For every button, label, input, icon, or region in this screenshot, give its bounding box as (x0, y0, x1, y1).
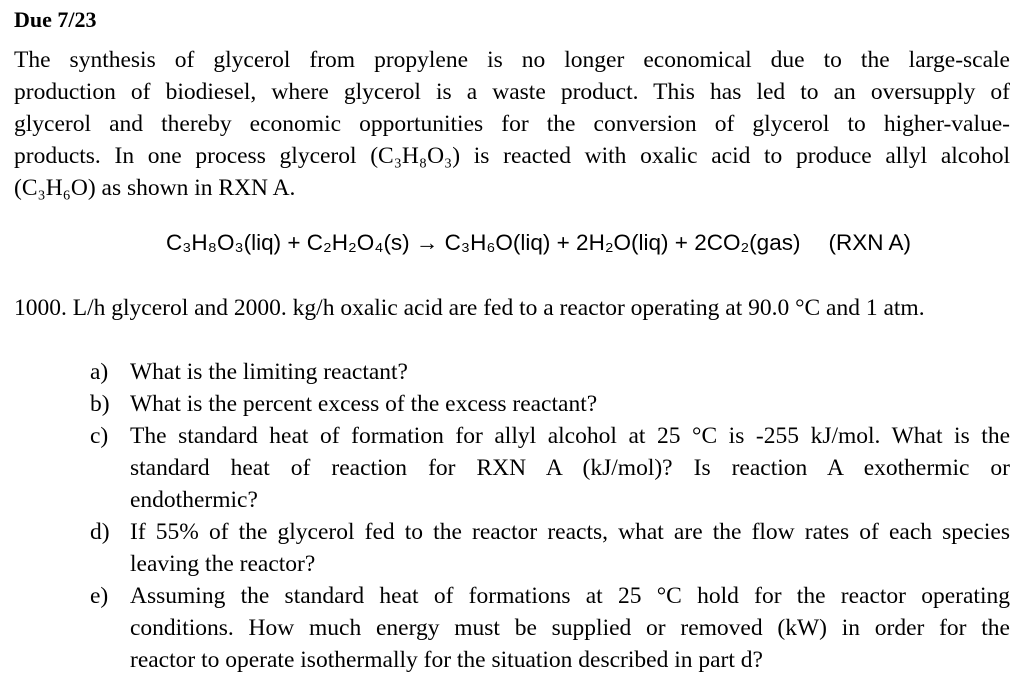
question-marker: c) (90, 423, 109, 449)
question-text: If 55% of the glycerol fed to the reactor reacts, what are the flow rates of each species (130, 519, 1010, 545)
question-text: The standard heat of formation for allyl alcohol at 25 °C is -255 kJ/mol. What is the (130, 423, 1010, 449)
intro-line: The synthesis of glycerol from propylene is no longer economical due to the large-scale (14, 47, 1010, 73)
intro-line: production of biodiesel, where glycerol is a waste product. This has led to an oversupply of (14, 79, 1010, 105)
reaction-formula: C₃H₈O₃(liq) + C₂H₂O₄(s) → C₃H₆O(liq) + 2H₂O(liq) + 2CO₂(gas) (166, 230, 801, 255)
question-text: Assuming the standard heat of formations at 25 °C hold for the reactor operating (130, 583, 1010, 609)
question-marker: d) (90, 519, 110, 545)
intro-line: glycerol and thereby economic opportunities for the conversion of glycerol to higher-value- (14, 111, 1010, 137)
question-text: conditions. How much energy must be supplied or removed (kW) in order for the (130, 615, 1010, 641)
question-b (90, 388, 1010, 420)
question-text: What is the percent excess of the excess reactant? (130, 391, 598, 417)
feed-statement: 1000. L/h glycerol and 2000. kg/h oxalic acid are fed to a reactor operating at 90.0 °C and 1 atm. (14, 295, 925, 321)
question-c (90, 420, 1010, 516)
intro-line: products. In one process glycerol (C₃H₈O₃) is reacted with oxalic acid to produce allyl alcohol (14, 143, 1010, 169)
question-text: What is the limiting reactant? (130, 359, 408, 385)
question-text: reactor to operate isothermally for the situation described in part d? (130, 647, 763, 673)
question-list (90, 356, 1010, 676)
question-text: endothermic? (130, 487, 258, 513)
question-a (90, 356, 1010, 388)
question-text: standard heat of reaction for RXN A (kJ/mol)? Is reaction A exothermic or (130, 455, 1010, 481)
due-date: Due 7/23 (14, 7, 97, 32)
reaction-label: (RXN A) (828, 230, 911, 255)
question-e (90, 580, 1010, 676)
question-marker: b) (90, 391, 110, 417)
question-d (90, 516, 1010, 580)
intro-line: (C₃H₆O) as shown in RXN A. (14, 175, 296, 201)
question-text: leaving the reactor? (130, 551, 316, 577)
reaction-equation (166, 226, 911, 260)
question-marker: a) (90, 359, 109, 385)
intro-paragraph (14, 44, 1010, 204)
question-marker: e) (90, 583, 109, 609)
